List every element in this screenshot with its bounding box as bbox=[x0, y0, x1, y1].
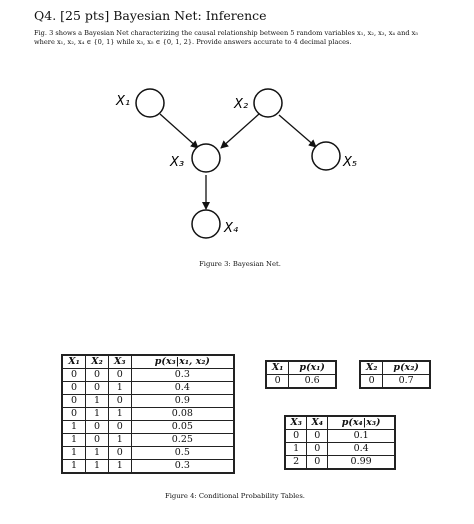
table-row bbox=[62, 421, 234, 434]
column-header: X₃ bbox=[108, 355, 131, 369]
table-cell: 0.3 bbox=[131, 369, 234, 382]
table-cell: 0 bbox=[86, 434, 109, 447]
table-cell: 0 bbox=[285, 430, 307, 443]
table-cell: 1 bbox=[62, 421, 86, 434]
node-x4 bbox=[192, 210, 220, 238]
table-cell: 0.7 bbox=[383, 375, 430, 389]
node-x5 bbox=[312, 142, 340, 170]
node-x1 bbox=[136, 89, 164, 117]
table-cell: 0.08 bbox=[131, 408, 234, 421]
table-cell: 0 bbox=[108, 395, 131, 408]
column-header: X₂ bbox=[86, 355, 109, 369]
table-header-row bbox=[62, 355, 234, 369]
table-cell: 0.4 bbox=[131, 382, 234, 395]
table-cell: 1 bbox=[86, 395, 109, 408]
column-header: p(x₂) bbox=[383, 361, 430, 375]
node-x3 bbox=[192, 144, 220, 172]
node-x5-label: X₅ bbox=[343, 155, 358, 170]
figure-4-caption: Figure 4: Conditional Probability Tables. bbox=[165, 492, 305, 500]
table-cell: 0 bbox=[108, 447, 131, 460]
table-cell: 1 bbox=[108, 408, 131, 421]
column-header: p(x₁) bbox=[289, 361, 336, 375]
column-header: X₄ bbox=[307, 416, 328, 430]
cpt-table-x2 bbox=[359, 360, 431, 389]
node-x2 bbox=[254, 89, 282, 117]
table-cell: 0 bbox=[360, 375, 383, 389]
table-header-row bbox=[360, 361, 430, 375]
table-row bbox=[285, 430, 395, 443]
node-x4-label: X₄ bbox=[224, 221, 239, 236]
table-row bbox=[360, 375, 430, 389]
table-cell: 0 bbox=[86, 382, 109, 395]
table-cell: 0 bbox=[307, 430, 328, 443]
table-cell: 0 bbox=[86, 421, 109, 434]
table-header-row bbox=[285, 416, 395, 430]
table-cell: 0.4 bbox=[328, 443, 395, 456]
table-cell: 1 bbox=[108, 382, 131, 395]
table-cell: 1 bbox=[285, 443, 307, 456]
table-cell: 0.3 bbox=[131, 460, 234, 474]
table-cell: 1 bbox=[108, 434, 131, 447]
table-cell: 0 bbox=[307, 443, 328, 456]
question-text-line-1: Fig. 3 shows a Bayesian Net characterizing the causal relationship between 5 random variables x₁, x₂, x₃, x₄ and x₅ bbox=[34, 29, 419, 37]
table-row bbox=[285, 456, 395, 470]
column-header: X₃ bbox=[285, 416, 307, 430]
table-cell: 1 bbox=[86, 460, 109, 474]
edge-x1-x3 bbox=[160, 114, 198, 148]
table-row bbox=[62, 460, 234, 474]
cpt-table-x1 bbox=[265, 360, 337, 389]
cpt-table-x3 bbox=[61, 354, 235, 474]
table-cell: 1 bbox=[62, 434, 86, 447]
table-cell: 0.5 bbox=[131, 447, 234, 460]
table-cell: 0 bbox=[266, 375, 289, 389]
node-x3-label: X₃ bbox=[170, 155, 185, 170]
column-header: p(x₃|x₁, x₂) bbox=[131, 355, 234, 369]
table-cell: 0.05 bbox=[131, 421, 234, 434]
table-cell: 0.99 bbox=[328, 456, 395, 470]
table-cell: 2 bbox=[285, 456, 307, 470]
figure-3-caption: Figure 3: Bayesian Net. bbox=[199, 260, 281, 268]
column-header: X₁ bbox=[62, 355, 86, 369]
table-cell: 0.9 bbox=[131, 395, 234, 408]
table-cell: 0 bbox=[62, 382, 86, 395]
table-row bbox=[285, 443, 395, 456]
table-cell: 1 bbox=[86, 447, 109, 460]
table-row bbox=[62, 369, 234, 382]
table-row bbox=[62, 382, 234, 395]
question-title: Q4. [25 pts] Bayesian Net: Inference bbox=[34, 8, 267, 23]
cpt-table-x4 bbox=[284, 415, 396, 470]
table-cell: 1 bbox=[62, 460, 86, 474]
table-cell: 1 bbox=[86, 408, 109, 421]
table-cell: 0.25 bbox=[131, 434, 234, 447]
table-cell: 0 bbox=[62, 369, 86, 382]
table-cell: 0.1 bbox=[328, 430, 395, 443]
question-text-line-2: where x₁, x₂, x₄ ∈ {0, 1} while x₃, x₅ ∈ {0, 1, 2}. Provide answers accurate to 4 decimal places. bbox=[34, 38, 352, 46]
table-cell: 0 bbox=[108, 421, 131, 434]
edge-x2-x3 bbox=[221, 114, 259, 148]
column-header: p(x₄|x₃) bbox=[328, 416, 395, 430]
table-cell: 0 bbox=[307, 456, 328, 470]
table-row bbox=[266, 375, 336, 389]
table-cell: 0 bbox=[62, 395, 86, 408]
table-row bbox=[62, 408, 234, 421]
table-row bbox=[62, 447, 234, 460]
table-cell: 0 bbox=[86, 369, 109, 382]
node-x1-label: X₁ bbox=[116, 94, 131, 109]
table-cell: 1 bbox=[108, 460, 131, 474]
edge-x2-x5 bbox=[279, 115, 316, 147]
table-header-row bbox=[266, 361, 336, 375]
table-cell: 0 bbox=[108, 369, 131, 382]
column-header: X₁ bbox=[266, 361, 289, 375]
column-header: X₂ bbox=[360, 361, 383, 375]
table-row bbox=[62, 434, 234, 447]
node-x2-label: X₂ bbox=[234, 97, 249, 112]
table-cell: 0 bbox=[62, 408, 86, 421]
table-row bbox=[62, 395, 234, 408]
table-cell: 0.6 bbox=[289, 375, 336, 389]
table-cell: 1 bbox=[62, 447, 86, 460]
